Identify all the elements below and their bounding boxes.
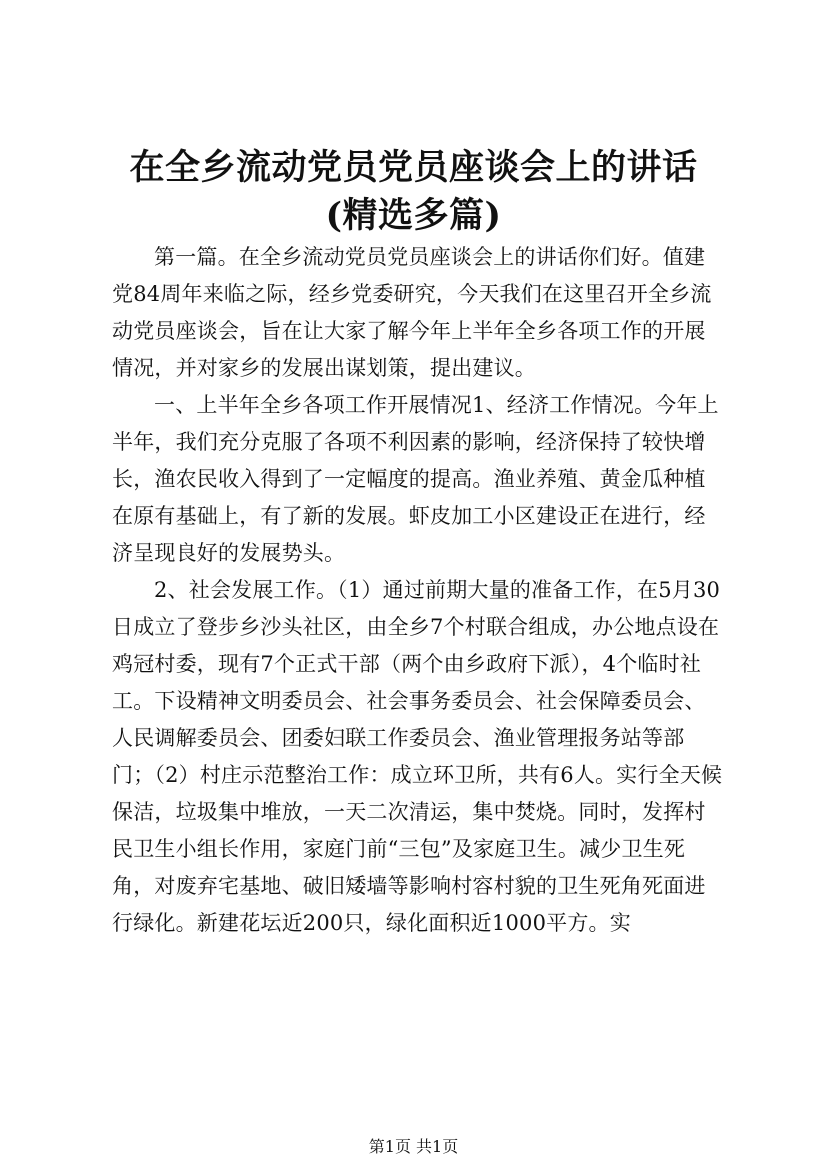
paragraph-2: 一、上半年全乡各项工作开展情况1、经济工作情况。今年上半年，我们充分克服了各项不利因素的影响，经济保持了较快增长，渔农民收入得到了一定幅度的提高。渔业养殖、黄金瓜种植在原有基础上，有了新的发展。虾皮加工小区建设正在进行，经济呈现良好的发展势头。 [112, 393, 719, 565]
document-title: 在全乡流动党员党员座谈会上的讲话(精选多篇) [129, 147, 698, 236]
paragraph-3: 2、社会发展工作。（1）通过前期大量的准备工作，在5月30日成立了登步乡沙头社区，由全乡7个村联合组成，办公地点设在鸡冠村委，现有7个正式干部（两个由乡政府下派），4个临时社工。下设精神文明委员会、社会事务委员会、社会保障委员会、人民调解委员会、团委妇联工作委员会、渔业管理报务站等部门；（2）村庄示范整治工作：成立环卫所，共有6人。实行全天候保洁，垃圾集中堆放，一天二次清运，集中焚烧。同时，发挥村民卫生小组长作用，家庭门前“三包”及家庭卫生。减少卫生死角，对废弃宅基地、破旧矮墙等影响村容村貌的卫生死角死面进行绿化。新建花坛近200只，绿化面积近1000平方。实 [112, 578, 723, 935]
page-footer: 第1页 共1页 [368, 1137, 459, 1156]
document-body [112, 239, 725, 942]
paragraph-1: 第一篇。在全乡流动党员党员座谈会上的讲话你们好。值建党84周年来临之际，经乡党委研究，今天我们在这里召开全乡流动党员座谈会，旨在让大家了解今年上半年全乡各项工作的开展情况，并对家乡的发展出谋划策，提出建议。 [112, 245, 712, 380]
